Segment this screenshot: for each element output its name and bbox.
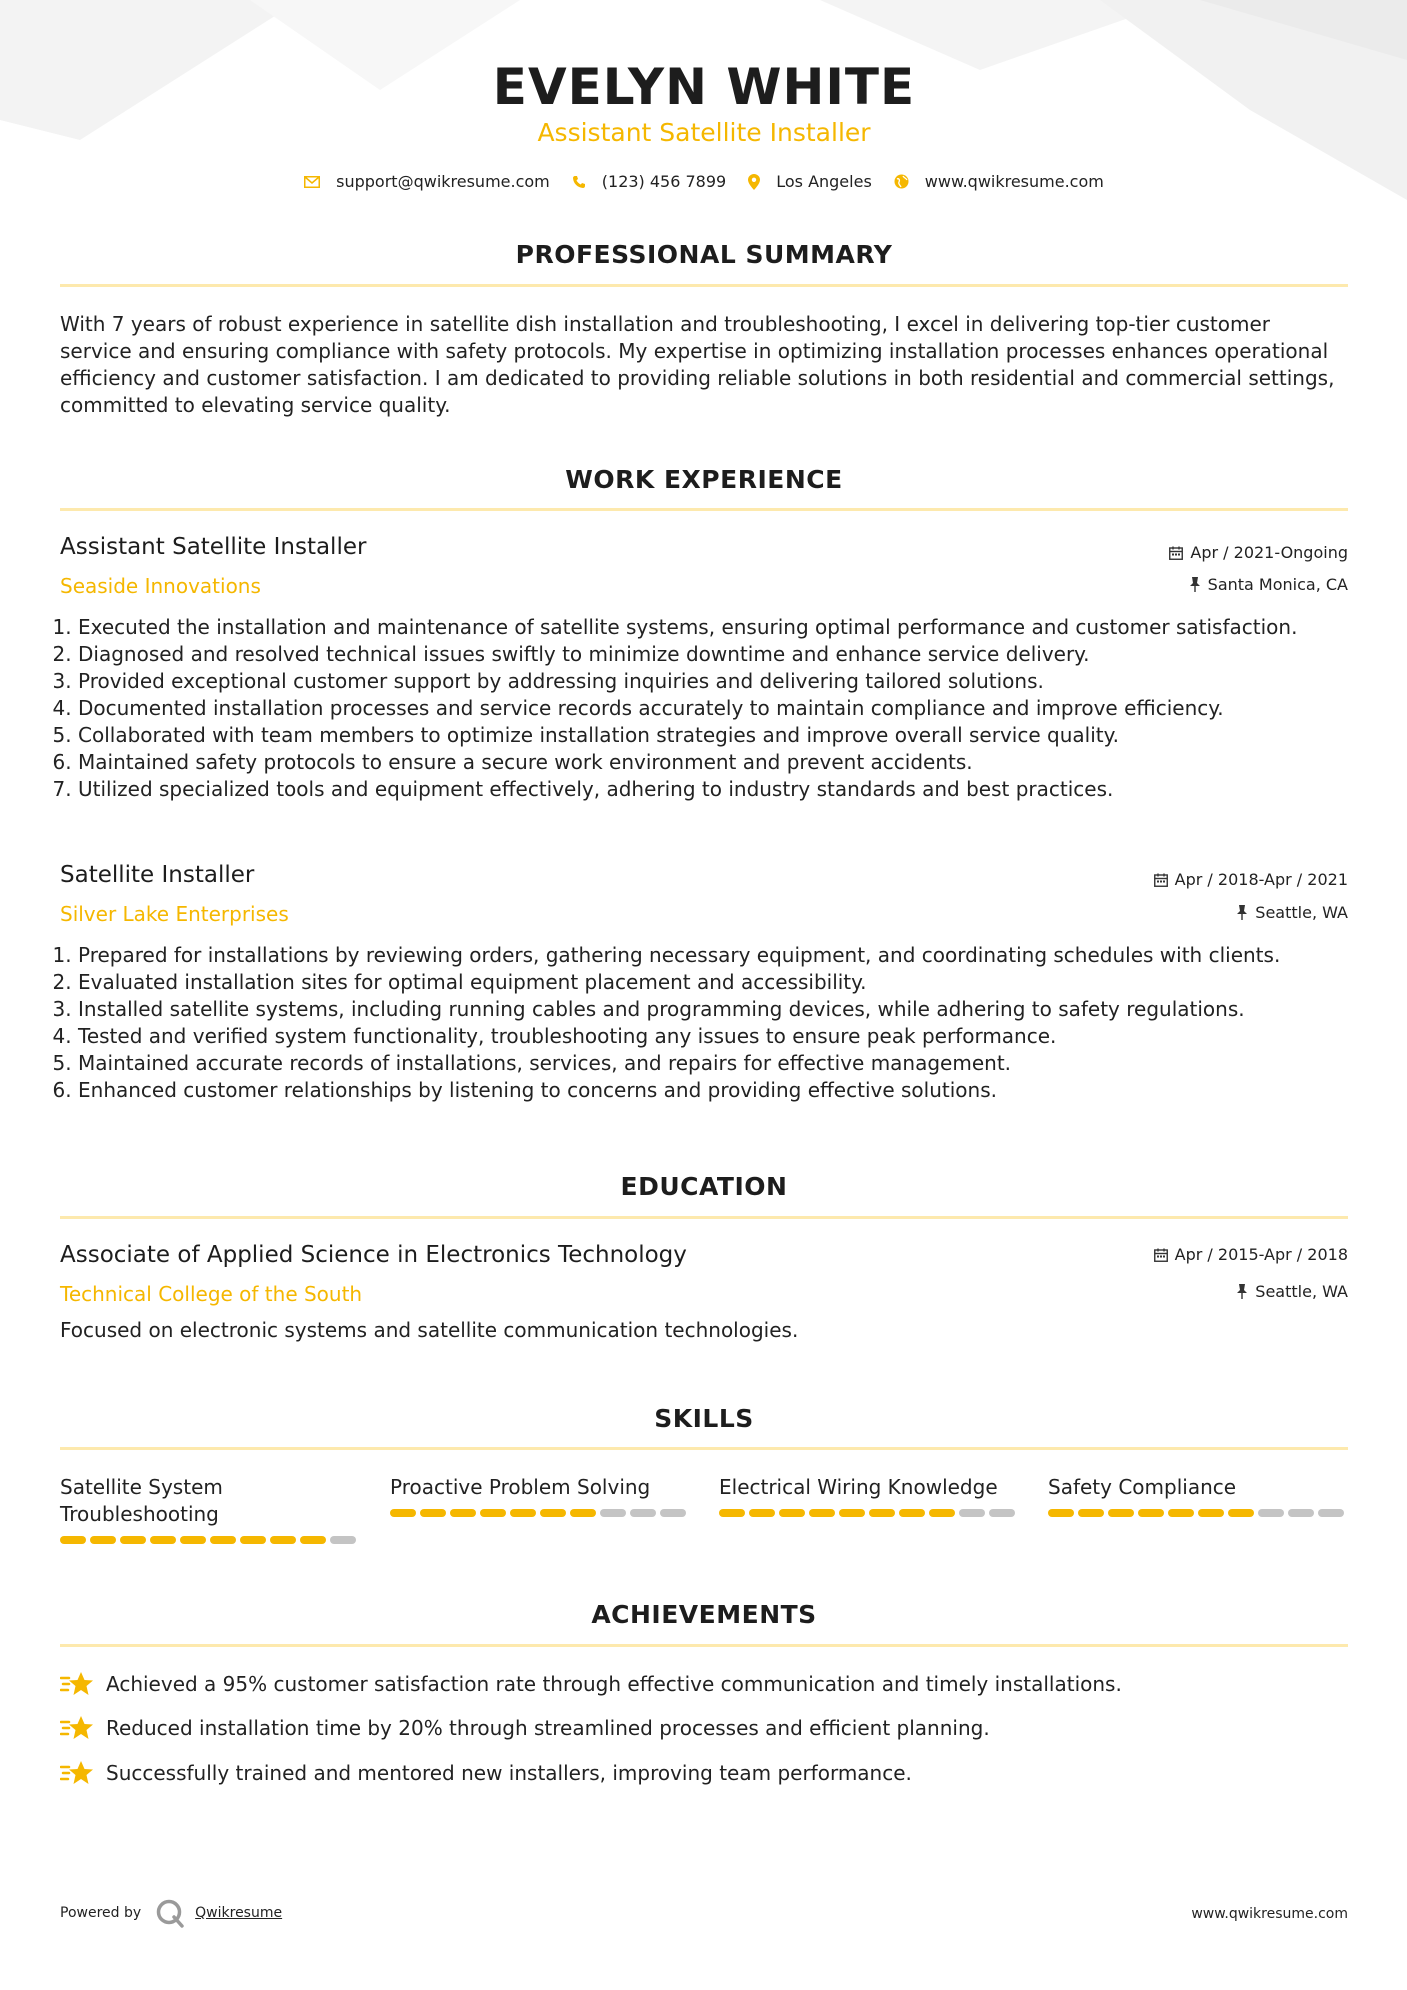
- contact-phone[interactable]: [572, 172, 726, 191]
- candidate-role: Assistant Satellite Installer: [537, 118, 871, 147]
- job-location-text: Santa Monica, CA: [1207, 575, 1348, 594]
- degree-title: Associate of Applied Science in Electronics Technology: [60, 1242, 687, 1268]
- skill-dot-filled: [390, 1509, 416, 1517]
- skill-dot-filled: [420, 1509, 446, 1517]
- skill-dot-filled: [150, 1536, 176, 1544]
- skill-level-bar: [719, 1509, 1019, 1517]
- skill-dot-filled: [1108, 1509, 1134, 1517]
- star-badge-icon: [60, 1759, 94, 1787]
- skill-dot-filled: [450, 1509, 476, 1517]
- skill-dot-empty: [1288, 1509, 1314, 1517]
- skill-dot-filled: [1048, 1509, 1074, 1517]
- skill-dot-empty: [630, 1509, 656, 1517]
- skill-dot-filled: [510, 1509, 536, 1517]
- list-item: 3. Provided exceptional customer support by addressing inquiries and delivering tailored solutions.: [78, 668, 1366, 695]
- contact-location-text: Los Angeles: [776, 172, 872, 191]
- job-dates: [1154, 870, 1348, 889]
- skill-dot-filled: [1228, 1509, 1254, 1517]
- skill-dot-filled: [180, 1536, 206, 1544]
- list-item: 6. Maintained safety protocols to ensure a secure work environment and prevent accidents.: [78, 749, 1366, 776]
- skill-dot-filled: [540, 1509, 566, 1517]
- skill-dot-filled: [1168, 1509, 1194, 1517]
- job-location: [1236, 903, 1348, 922]
- achievements-heading: ACHIEVEMENTS: [591, 1600, 817, 1629]
- skill-dot-filled: [719, 1509, 745, 1517]
- contact-email[interactable]: [304, 172, 550, 191]
- qwikresume-logo-icon: [155, 1898, 185, 1928]
- skill-dot-filled: [1198, 1509, 1224, 1517]
- job-company: Seaside Innovations: [60, 574, 261, 598]
- education-description: Focused on electronic systems and satellite communication technologies.: [60, 1318, 799, 1342]
- contact-location: [748, 172, 872, 191]
- star-badge-icon: [60, 1670, 94, 1698]
- skill-dot-filled: [809, 1509, 835, 1517]
- skill-dot-filled: [270, 1536, 296, 1544]
- calendar-icon: [1154, 873, 1168, 887]
- skill-level-bar: [60, 1536, 360, 1544]
- phone-icon: [572, 175, 586, 189]
- education-heading: EDUCATION: [620, 1172, 788, 1201]
- list-item: 5. Collaborated with team members to optimize installation strategies and improve overall service quality.: [78, 722, 1366, 749]
- skill-dot-filled: [570, 1509, 596, 1517]
- achievement-item: [60, 1670, 1122, 1698]
- footer-website[interactable]: www.qwikresume.com: [1191, 1906, 1348, 1922]
- calendar-icon: [1169, 546, 1183, 560]
- skill-name: Satellite System Troubleshooting: [60, 1475, 223, 1526]
- qwikresume-link[interactable]: Qwikresume: [195, 1905, 283, 1921]
- skill-dot-filled: [749, 1509, 775, 1517]
- skills-heading: SKILLS: [654, 1404, 754, 1433]
- skill-level-bar: [390, 1509, 690, 1517]
- list-item: 6. Enhanced customer relationships by listening to concerns and providing effective solutions.: [78, 1077, 1366, 1104]
- job-title: Satellite Installer: [60, 862, 255, 888]
- skill-dot-filled: [1138, 1509, 1164, 1517]
- achievements-divider: [60, 1644, 1348, 1647]
- skill-dot-filled: [240, 1536, 266, 1544]
- pushpin-icon: [1189, 577, 1201, 592]
- skill-item: [1048, 1474, 1348, 1517]
- skill-dot-filled: [779, 1509, 805, 1517]
- skill-item: [719, 1474, 1019, 1517]
- skill-dot-filled: [899, 1509, 925, 1517]
- contact-email-text: support@qwikresume.com: [336, 172, 550, 191]
- list-item: 7. Utilized specialized tools and equipment effectively, adhering to industry standards and best practices.: [78, 776, 1366, 803]
- contact-website-text: www.qwikresume.com: [924, 172, 1104, 191]
- summary-heading: PROFESSIONAL SUMMARY: [515, 240, 893, 269]
- skill-name: Safety Compliance: [1048, 1475, 1237, 1499]
- powered-by-label: Powered by: [60, 1905, 142, 1921]
- job-location-text: Seattle, WA: [1255, 903, 1348, 922]
- globe-icon: [894, 174, 909, 189]
- list-item: 1. Prepared for installations by reviewing orders, gathering necessary equipment, and coordinating schedules with clients.: [78, 942, 1366, 969]
- skill-dot-filled: [929, 1509, 955, 1517]
- achievement-item: [60, 1759, 912, 1787]
- job-dates-text: Apr / 2021-Ongoing: [1190, 543, 1348, 562]
- list-item: 4. Tested and verified system functionality, troubleshooting any issues to ensure peak performance.: [78, 1023, 1366, 1050]
- footer-powered-by: [60, 1898, 282, 1928]
- list-item: 2. Diagnosed and resolved technical issues swiftly to minimize downtime and enhance service delivery.: [78, 641, 1366, 668]
- achievement-text: Achieved a 95% customer satisfaction rate through effective communication and timely installations.: [106, 1672, 1122, 1696]
- school-name: Technical College of the South: [60, 1282, 363, 1306]
- map-marker-icon: [748, 174, 760, 190]
- contact-website[interactable]: [894, 172, 1104, 191]
- list-item: 1. Executed the installation and maintenance of satellite systems, ensuring optimal performance and customer satisfaction.: [78, 614, 1366, 641]
- skill-dot-filled: [869, 1509, 895, 1517]
- skill-dot-filled: [60, 1536, 86, 1544]
- job-dates: [1169, 543, 1348, 562]
- skill-item: [390, 1474, 690, 1517]
- skill-dot-empty: [1318, 1509, 1344, 1517]
- experience-heading: WORK EXPERIENCE: [565, 465, 843, 494]
- list-item: 2. Evaluated installation sites for optimal equipment placement and accessibility.: [78, 969, 1366, 996]
- skill-level-bar: [1048, 1509, 1348, 1517]
- contact-phone-text: (123) 456 7899: [601, 172, 727, 191]
- skill-dot-empty: [660, 1509, 686, 1517]
- education-location-text: Seattle, WA: [1255, 1282, 1348, 1301]
- achievement-item: [60, 1714, 990, 1742]
- skill-dot-filled: [839, 1509, 865, 1517]
- job-title: Assistant Satellite Installer: [60, 534, 367, 560]
- contact-bar: [60, 172, 1348, 191]
- skills-divider: [60, 1447, 1348, 1450]
- skill-dot-empty: [989, 1509, 1015, 1517]
- candidate-name: EVELYN WHITE: [492, 58, 916, 116]
- pushpin-icon: [1236, 905, 1248, 920]
- summary-text: With 7 years of robust experience in satellite dish installation and troubleshooting, I excel in delivering top-tier customer service and ensuring compliance with safety protocols. My expertise in optimizing installation processes enhances operational efficiency and customer satisfaction. I am dedicated to providing reliable solutions in both residential and commercial settings, committed to elevating service quality.: [60, 312, 1335, 417]
- education-location: [1236, 1282, 1348, 1301]
- skill-name: Proactive Problem Solving: [390, 1475, 651, 1499]
- skill-dot-filled: [480, 1509, 506, 1517]
- skill-dot-filled: [300, 1536, 326, 1544]
- skill-dot-empty: [600, 1509, 626, 1517]
- education-dates-text: Apr / 2015-Apr / 2018: [1174, 1245, 1348, 1264]
- envelope-icon: [304, 176, 320, 188]
- summary-divider: [60, 284, 1348, 287]
- skill-dot-empty: [1258, 1509, 1284, 1517]
- list-item: 4. Documented installation processes and service records accurately to maintain compliance and improve efficiency.: [78, 695, 1366, 722]
- job-duties-list: [60, 614, 1366, 803]
- skill-dot-filled: [90, 1536, 116, 1544]
- job-company: Silver Lake Enterprises: [60, 902, 289, 926]
- education-dates: [1154, 1245, 1348, 1264]
- skill-dot-filled: [210, 1536, 236, 1544]
- experience-divider: [60, 508, 1348, 511]
- job-location: [1189, 575, 1348, 594]
- list-item: 3. Installed satellite systems, including running cables and programming devices, while adhering to safety regulations.: [78, 996, 1366, 1023]
- skill-name: Electrical Wiring Knowledge: [719, 1475, 998, 1499]
- achievement-text: Reduced installation time by 20% through streamlined processes and efficient planning.: [106, 1716, 990, 1740]
- skill-dot-filled: [1078, 1509, 1104, 1517]
- skill-dot-filled: [120, 1536, 146, 1544]
- skill-dot-empty: [959, 1509, 985, 1517]
- achievement-text: Successfully trained and mentored new installers, improving team performance.: [106, 1761, 912, 1785]
- pushpin-icon: [1236, 1284, 1248, 1299]
- education-divider: [60, 1216, 1348, 1219]
- list-item: 5. Maintained accurate records of installations, services, and repairs for effective management.: [78, 1050, 1366, 1077]
- star-badge-icon: [60, 1714, 94, 1742]
- job-dates-text: Apr / 2018-Apr / 2021: [1174, 870, 1348, 889]
- job-duties-list: [60, 942, 1366, 1104]
- skill-dot-empty: [330, 1536, 356, 1544]
- calendar-icon: [1154, 1248, 1168, 1262]
- skill-item: [60, 1474, 360, 1544]
